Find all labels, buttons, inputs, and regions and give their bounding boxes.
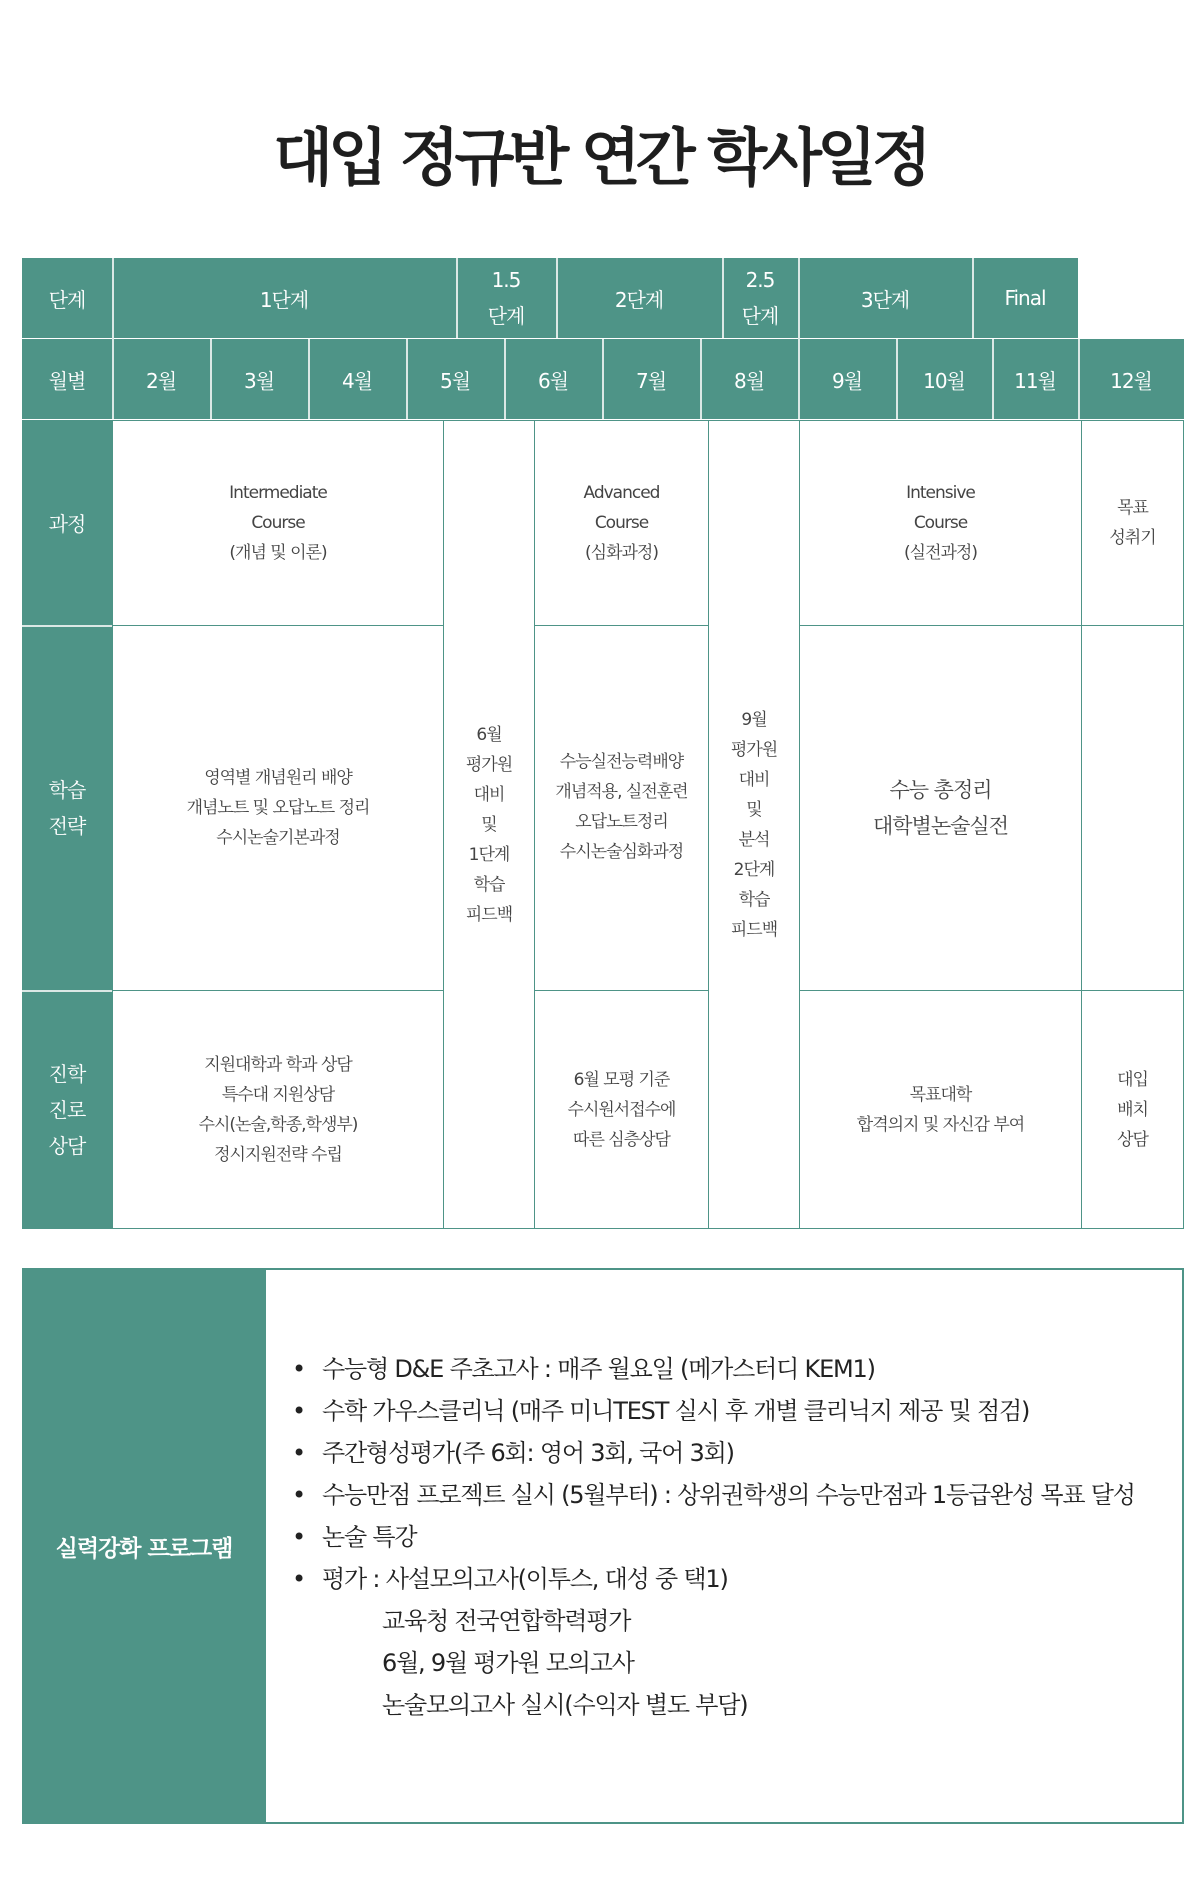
month-11: 11월	[992, 339, 1078, 419]
course-intermediate: Intermediate Course (개념 및 이론)	[112, 420, 444, 626]
list-subitem: 논술모의고사 실시(수익자 별도 부담)	[382, 1691, 748, 1719]
month-12: 12월	[1078, 339, 1184, 419]
divider	[456, 258, 458, 338]
month-2: 2월	[112, 339, 210, 419]
course-advanced: Advanced Course (심화과정)	[534, 420, 709, 626]
counsel-stage2: 6월 모평 기준 수시원서접수에 따른 심층상담	[534, 990, 709, 1229]
stage-2: 2단계	[556, 258, 722, 338]
strategy-final	[1081, 625, 1184, 991]
divider	[896, 339, 898, 419]
list-subitem: 6월, 9월 평가원 모의고사	[382, 1649, 634, 1677]
list-item: • 주간형성평가(주 6회: 영어 3회, 국어 3회)	[292, 1439, 734, 1467]
divider	[700, 339, 702, 419]
stage-2-5: 2.5 단계	[722, 258, 798, 338]
month-10: 10월	[896, 339, 992, 419]
list-item: • 수능형 D&E 주초고사 : 매주 월요일 (메가스터디 KEM1)	[292, 1355, 875, 1383]
divider	[308, 339, 310, 419]
divider	[972, 258, 974, 338]
month-5: 5월	[406, 339, 504, 419]
divider	[722, 258, 724, 338]
counsel-stage3: 목표대학 합격의지 및 자신감 부여	[799, 990, 1082, 1229]
month-9: 9월	[798, 339, 896, 419]
divider	[992, 339, 994, 419]
row-divider	[22, 990, 112, 992]
strategy-stage1: 영역별 개념원리 배양 개념노트 및 오답노트 정리 수시논술기본과정	[112, 625, 444, 991]
month-4: 4월	[308, 339, 406, 419]
strategy-stage3: 수능 총정리 대학별논술실전	[799, 625, 1082, 991]
stage-1-5: 1.5 단계	[456, 258, 556, 338]
divider	[798, 258, 800, 419]
month-7: 7월	[602, 339, 700, 419]
program-list	[292, 1348, 1135, 1726]
list-item: • 수능만점 프로젝트 실시 (5월부터) : 상위권학생의 수능만점과 1등급완성 목표 달성	[292, 1481, 1135, 1509]
course-intensive: Intensive Course (실전과정)	[799, 420, 1082, 626]
june-feedback: 6월 평가원 대비 및 1단계 학습 피드백	[443, 420, 535, 1229]
stage-header-label: 단계	[22, 258, 112, 338]
divider	[504, 339, 506, 419]
strategy-stage2: 수능실전능력배양 개념적용, 실전훈련 오답노트정리 수시논술심화과정	[534, 625, 709, 991]
divider	[602, 339, 604, 419]
program-label: 실력강화 프로그램	[22, 1268, 266, 1824]
month-8: 8월	[700, 339, 798, 419]
stage-3: 3단계	[798, 258, 972, 338]
month-6: 6월	[504, 339, 602, 419]
list-item: • 논술 특강	[292, 1523, 417, 1551]
row-label-counsel: 진학 진로 상담	[22, 991, 112, 1229]
counsel-final: 대입 배치 상담	[1081, 990, 1184, 1229]
divider	[406, 339, 408, 419]
divider	[556, 258, 558, 338]
row-divider	[22, 625, 112, 627]
month-3: 3월	[210, 339, 308, 419]
counsel-stage1: 지원대학과 학과 상담 특수대 지원상담 수시(논술,학종,학생부) 정시지원전략 수립	[112, 990, 444, 1229]
month-header-label: 월별	[22, 339, 112, 419]
list-subitem: 교육청 전국연합학력평가	[382, 1607, 631, 1635]
course-goal: 목표 성취기	[1081, 420, 1184, 626]
row-label-strategy: 학습 전략	[22, 626, 112, 990]
row-label-course: 과정	[22, 420, 112, 625]
divider	[1078, 339, 1080, 419]
list-item: • 수학 가우스클리닉 (매주 미니TEST 실시 후 개별 클리닉지 제공 및 점검)	[292, 1397, 1030, 1425]
divider	[210, 339, 212, 419]
page-title: 대입 정규반 연간 학사일정	[273, 121, 927, 194]
sept-feedback: 9월 평가원 대비 및 분석 2단계 학습 피드백	[708, 420, 800, 1229]
stage-final: Final	[972, 258, 1078, 338]
stage-1: 1단계	[112, 258, 456, 338]
list-item: • 평가 : 사설모의고사(이투스, 대성 중 택1)	[292, 1565, 728, 1593]
divider	[112, 258, 114, 419]
